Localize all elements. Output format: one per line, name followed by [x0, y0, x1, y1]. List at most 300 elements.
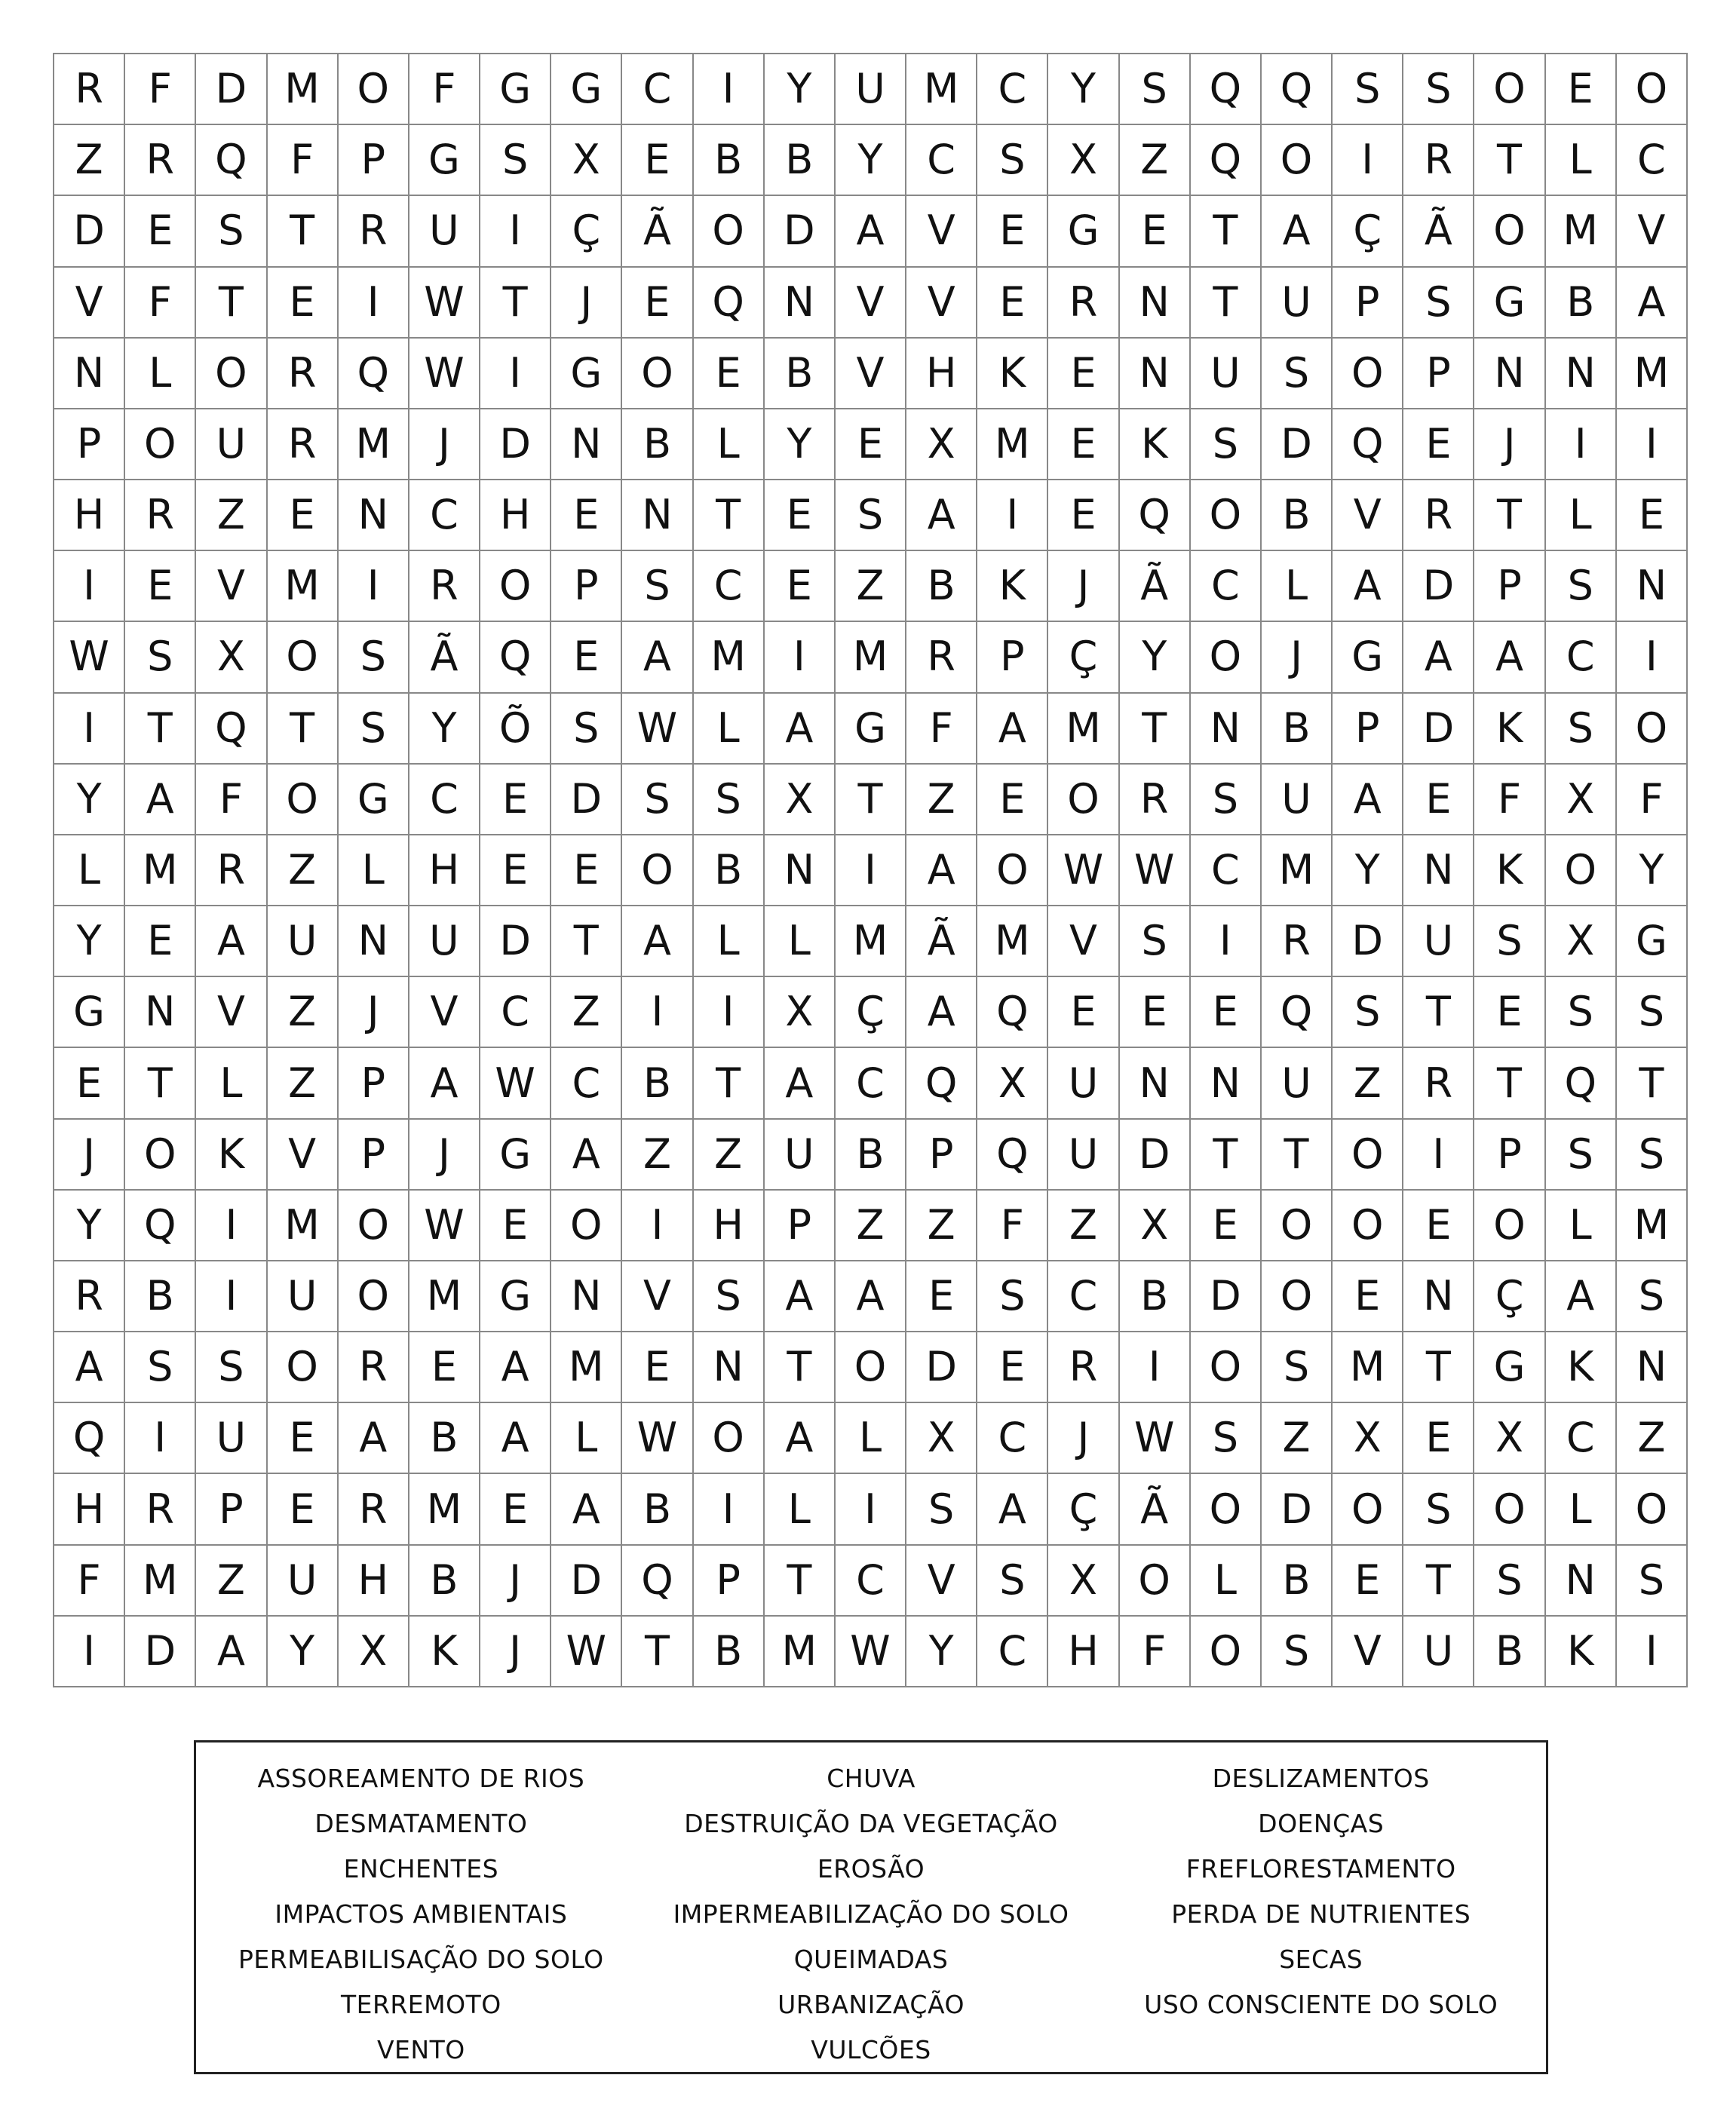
grid-cell[interactable]: I	[1333, 125, 1403, 196]
grid-cell[interactable]: Õ	[480, 694, 551, 765]
grid-cell[interactable]: O	[1333, 1474, 1403, 1545]
grid-cell[interactable]: A	[196, 1617, 267, 1687]
grid-cell[interactable]: A	[977, 694, 1048, 765]
grid-cell[interactable]: Y	[836, 125, 906, 196]
grid-cell[interactable]: X	[1120, 1191, 1191, 1261]
grid-cell[interactable]: A	[125, 765, 196, 835]
grid-cell[interactable]: S	[1617, 977, 1688, 1048]
grid-cell[interactable]: M	[1546, 196, 1617, 267]
grid-cell[interactable]: O	[1191, 622, 1262, 693]
grid-cell[interactable]: A	[409, 1048, 480, 1119]
grid-cell[interactable]: Ã	[1120, 551, 1191, 622]
grid-cell[interactable]: I	[836, 1474, 906, 1545]
grid-cell[interactable]: C	[409, 765, 480, 835]
grid-cell[interactable]: Q	[480, 622, 551, 693]
grid-cell[interactable]: O	[480, 551, 551, 622]
grid-cell[interactable]: M	[409, 1474, 480, 1545]
grid-cell[interactable]: N	[694, 1332, 765, 1403]
grid-cell[interactable]: Y	[268, 1617, 339, 1687]
grid-cell[interactable]: O	[977, 835, 1048, 906]
grid-cell[interactable]: R	[1048, 268, 1119, 339]
grid-cell[interactable]: X	[765, 765, 836, 835]
grid-cell[interactable]: E	[480, 765, 551, 835]
grid-cell[interactable]: C	[1048, 1261, 1119, 1332]
grid-cell[interactable]: Q	[1191, 54, 1262, 125]
grid-cell[interactable]: D	[54, 196, 125, 267]
grid-cell[interactable]: H	[54, 480, 125, 551]
grid-cell[interactable]: P	[765, 1191, 836, 1261]
grid-cell[interactable]: E	[268, 1474, 339, 1545]
grid-cell[interactable]: Y	[54, 1191, 125, 1261]
grid-cell[interactable]: F	[54, 1546, 125, 1617]
grid-cell[interactable]: V	[196, 551, 267, 622]
grid-cell[interactable]: E	[622, 1332, 693, 1403]
grid-cell[interactable]: H	[339, 1546, 409, 1617]
grid-cell[interactable]: O	[268, 1332, 339, 1403]
grid-cell[interactable]: Y	[906, 1617, 977, 1687]
grid-cell[interactable]: N	[765, 835, 836, 906]
grid-cell[interactable]: U	[836, 54, 906, 125]
grid-cell[interactable]: A	[1333, 765, 1403, 835]
grid-cell[interactable]: Z	[836, 1191, 906, 1261]
grid-cell[interactable]: E	[977, 765, 1048, 835]
grid-cell[interactable]: E	[551, 480, 622, 551]
grid-cell[interactable]: I	[1120, 1332, 1191, 1403]
grid-cell[interactable]: V	[906, 1546, 977, 1617]
grid-cell[interactable]: G	[1333, 622, 1403, 693]
grid-cell[interactable]: O	[125, 1120, 196, 1191]
grid-cell[interactable]: R	[339, 1474, 409, 1545]
grid-cell[interactable]: I	[54, 694, 125, 765]
grid-cell[interactable]: L	[1262, 551, 1333, 622]
grid-cell[interactable]: R	[1403, 125, 1474, 196]
grid-cell[interactable]: T	[694, 1048, 765, 1119]
grid-cell[interactable]: V	[268, 1120, 339, 1191]
grid-cell[interactable]: M	[268, 1191, 339, 1261]
grid-cell[interactable]: W	[1048, 835, 1119, 906]
grid-cell[interactable]: H	[409, 835, 480, 906]
grid-cell[interactable]: I	[1617, 1617, 1688, 1687]
grid-cell[interactable]: E	[694, 339, 765, 409]
grid-cell[interactable]: S	[1617, 1261, 1688, 1332]
grid-cell[interactable]: A	[1474, 622, 1545, 693]
grid-cell[interactable]: V	[836, 339, 906, 409]
grid-cell[interactable]: N	[1120, 1048, 1191, 1119]
grid-cell[interactable]: E	[977, 196, 1048, 267]
grid-cell[interactable]: T	[765, 1332, 836, 1403]
grid-cell[interactable]: J	[1048, 551, 1119, 622]
grid-cell[interactable]: U	[1048, 1120, 1119, 1191]
grid-cell[interactable]: A	[765, 694, 836, 765]
grid-cell[interactable]: Y	[54, 906, 125, 977]
grid-cell[interactable]: A	[622, 622, 693, 693]
grid-cell[interactable]: T	[196, 268, 267, 339]
grid-cell[interactable]: O	[1120, 1546, 1191, 1617]
grid-cell[interactable]: U	[196, 1403, 267, 1474]
grid-cell[interactable]: P	[54, 409, 125, 480]
grid-cell[interactable]: T	[1191, 1120, 1262, 1191]
grid-cell[interactable]: T	[622, 1617, 693, 1687]
grid-cell[interactable]: O	[339, 54, 409, 125]
grid-cell[interactable]: I	[1617, 622, 1688, 693]
grid-cell[interactable]: E	[1191, 977, 1262, 1048]
grid-cell[interactable]: I	[1191, 906, 1262, 977]
grid-cell[interactable]: L	[694, 694, 765, 765]
grid-cell[interactable]: Ã	[409, 622, 480, 693]
grid-cell[interactable]: T	[1191, 196, 1262, 267]
grid-cell[interactable]: L	[1546, 1191, 1617, 1261]
grid-cell[interactable]: P	[694, 1546, 765, 1617]
grid-cell[interactable]: N	[125, 977, 196, 1048]
grid-cell[interactable]: G	[1474, 268, 1545, 339]
grid-cell[interactable]: S	[1403, 54, 1474, 125]
grid-cell[interactable]: O	[1474, 1474, 1545, 1545]
grid-cell[interactable]: E	[836, 409, 906, 480]
grid-cell[interactable]: N	[1120, 339, 1191, 409]
grid-cell[interactable]: N	[551, 1261, 622, 1332]
grid-cell[interactable]: O	[1333, 1120, 1403, 1191]
grid-cell[interactable]: E	[1333, 1546, 1403, 1617]
grid-cell[interactable]: Q	[125, 1191, 196, 1261]
grid-cell[interactable]: G	[836, 694, 906, 765]
grid-cell[interactable]: W	[622, 694, 693, 765]
grid-cell[interactable]: I	[196, 1191, 267, 1261]
grid-cell[interactable]: T	[268, 196, 339, 267]
grid-cell[interactable]: A	[339, 1403, 409, 1474]
grid-cell[interactable]: T	[1403, 1546, 1474, 1617]
grid-cell[interactable]: E	[1048, 339, 1119, 409]
grid-cell[interactable]: Z	[836, 551, 906, 622]
grid-cell[interactable]: R	[1262, 906, 1333, 977]
grid-cell[interactable]: X	[977, 1048, 1048, 1119]
grid-cell[interactable]: U	[196, 409, 267, 480]
grid-cell[interactable]: Z	[196, 1546, 267, 1617]
grid-cell[interactable]: N	[1617, 1332, 1688, 1403]
grid-cell[interactable]: Y	[54, 765, 125, 835]
grid-cell[interactable]: Y	[1048, 54, 1119, 125]
grid-cell[interactable]: X	[765, 977, 836, 1048]
grid-cell[interactable]: N	[1191, 1048, 1262, 1119]
grid-cell[interactable]: B	[836, 1120, 906, 1191]
grid-cell[interactable]: P	[1333, 268, 1403, 339]
grid-cell[interactable]: X	[906, 409, 977, 480]
grid-cell[interactable]: G	[1048, 196, 1119, 267]
grid-cell[interactable]: O	[1048, 765, 1119, 835]
grid-cell[interactable]: N	[1191, 694, 1262, 765]
grid-cell[interactable]: D	[1333, 906, 1403, 977]
grid-cell[interactable]: M	[409, 1261, 480, 1332]
grid-cell[interactable]: L	[1546, 125, 1617, 196]
grid-cell[interactable]: S	[1546, 551, 1617, 622]
grid-cell[interactable]: J	[1474, 409, 1545, 480]
grid-cell[interactable]: I	[1403, 1120, 1474, 1191]
grid-cell[interactable]: I	[480, 339, 551, 409]
grid-cell[interactable]: Z	[268, 977, 339, 1048]
grid-cell[interactable]: D	[1403, 694, 1474, 765]
grid-cell[interactable]: K	[409, 1617, 480, 1687]
grid-cell[interactable]: S	[339, 622, 409, 693]
grid-cell[interactable]: S	[1120, 54, 1191, 125]
grid-cell[interactable]: O	[1474, 196, 1545, 267]
grid-cell[interactable]: K	[1546, 1617, 1617, 1687]
grid-cell[interactable]: D	[765, 196, 836, 267]
grid-cell[interactable]: A	[551, 1120, 622, 1191]
grid-cell[interactable]: R	[125, 125, 196, 196]
grid-cell[interactable]: D	[551, 1546, 622, 1617]
grid-cell[interactable]: A	[836, 196, 906, 267]
grid-cell[interactable]: I	[622, 977, 693, 1048]
grid-cell[interactable]: J	[339, 977, 409, 1048]
grid-cell[interactable]: E	[1120, 196, 1191, 267]
grid-cell[interactable]: O	[339, 1261, 409, 1332]
grid-cell[interactable]: O	[622, 835, 693, 906]
grid-cell[interactable]: E	[1403, 765, 1474, 835]
grid-cell[interactable]: V	[409, 977, 480, 1048]
grid-cell[interactable]: M	[268, 551, 339, 622]
grid-cell[interactable]: C	[836, 1048, 906, 1119]
grid-cell[interactable]: S	[196, 196, 267, 267]
grid-cell[interactable]: F	[1120, 1617, 1191, 1687]
grid-cell[interactable]: U	[268, 906, 339, 977]
grid-cell[interactable]: X	[1546, 906, 1617, 977]
grid-cell[interactable]: E	[1403, 1191, 1474, 1261]
grid-cell[interactable]: O	[339, 1191, 409, 1261]
grid-cell[interactable]: I	[622, 1191, 693, 1261]
grid-cell[interactable]: X	[1546, 765, 1617, 835]
grid-cell[interactable]: S	[1403, 268, 1474, 339]
grid-cell[interactable]: R	[1403, 1048, 1474, 1119]
grid-cell[interactable]: O	[1474, 1191, 1545, 1261]
grid-cell[interactable]: T	[694, 480, 765, 551]
grid-cell[interactable]: K	[977, 339, 1048, 409]
grid-cell[interactable]: U	[409, 906, 480, 977]
grid-cell[interactable]: T	[1191, 268, 1262, 339]
grid-cell[interactable]: P	[339, 125, 409, 196]
grid-cell[interactable]: I	[694, 1474, 765, 1545]
grid-cell[interactable]: A	[54, 1332, 125, 1403]
grid-cell[interactable]: A	[977, 1474, 1048, 1545]
grid-cell[interactable]: Z	[551, 977, 622, 1048]
grid-cell[interactable]: B	[1262, 1546, 1333, 1617]
grid-cell[interactable]: O	[1617, 694, 1688, 765]
grid-cell[interactable]: N	[1403, 1261, 1474, 1332]
grid-cell[interactable]: M	[1617, 339, 1688, 409]
grid-cell[interactable]: X	[1474, 1403, 1545, 1474]
grid-cell[interactable]: O	[622, 339, 693, 409]
grid-cell[interactable]: T	[1403, 977, 1474, 1048]
grid-cell[interactable]: C	[836, 1546, 906, 1617]
grid-cell[interactable]: G	[551, 54, 622, 125]
grid-cell[interactable]: M	[125, 835, 196, 906]
grid-cell[interactable]: O	[1617, 54, 1688, 125]
grid-cell[interactable]: W	[409, 268, 480, 339]
grid-cell[interactable]: Z	[906, 765, 977, 835]
grid-cell[interactable]: E	[1546, 54, 1617, 125]
grid-cell[interactable]: J	[1262, 622, 1333, 693]
grid-cell[interactable]: B	[765, 339, 836, 409]
grid-cell[interactable]: M	[1262, 835, 1333, 906]
grid-cell[interactable]: M	[977, 409, 1048, 480]
grid-cell[interactable]: D	[125, 1617, 196, 1687]
grid-cell[interactable]: E	[1403, 409, 1474, 480]
grid-cell[interactable]: O	[1546, 835, 1617, 906]
grid-cell[interactable]: J	[54, 1120, 125, 1191]
grid-cell[interactable]: T	[125, 1048, 196, 1119]
grid-cell[interactable]: Q	[1546, 1048, 1617, 1119]
grid-cell[interactable]: Q	[1262, 54, 1333, 125]
grid-cell[interactable]: M	[551, 1332, 622, 1403]
grid-cell[interactable]: I	[480, 196, 551, 267]
grid-cell[interactable]: K	[1546, 1332, 1617, 1403]
grid-cell[interactable]: S	[1120, 906, 1191, 977]
grid-cell[interactable]: O	[1191, 480, 1262, 551]
grid-cell[interactable]: J	[409, 409, 480, 480]
grid-cell[interactable]: V	[906, 196, 977, 267]
grid-cell[interactable]: E	[409, 1332, 480, 1403]
grid-cell[interactable]: N	[1120, 268, 1191, 339]
grid-cell[interactable]: Ã	[1403, 196, 1474, 267]
grid-cell[interactable]: A	[1403, 622, 1474, 693]
grid-cell[interactable]: E	[125, 906, 196, 977]
grid-cell[interactable]: K	[1474, 694, 1545, 765]
grid-cell[interactable]: E	[1403, 1403, 1474, 1474]
grid-cell[interactable]: T	[551, 906, 622, 977]
grid-cell[interactable]: Y	[409, 694, 480, 765]
grid-cell[interactable]: S	[1191, 409, 1262, 480]
grid-cell[interactable]: B	[409, 1546, 480, 1617]
grid-cell[interactable]: O	[1474, 54, 1545, 125]
grid-cell[interactable]: M	[1333, 1332, 1403, 1403]
grid-cell[interactable]: A	[836, 1261, 906, 1332]
grid-cell[interactable]: L	[694, 409, 765, 480]
grid-cell[interactable]: A	[196, 906, 267, 977]
grid-cell[interactable]: Z	[622, 1120, 693, 1191]
grid-cell[interactable]: F	[977, 1191, 1048, 1261]
grid-cell[interactable]: E	[480, 835, 551, 906]
grid-cell[interactable]: Z	[694, 1120, 765, 1191]
grid-cell[interactable]: W	[409, 339, 480, 409]
grid-cell[interactable]: E	[480, 1191, 551, 1261]
grid-cell[interactable]: S	[1546, 694, 1617, 765]
grid-cell[interactable]: S	[694, 765, 765, 835]
grid-cell[interactable]: W	[622, 1403, 693, 1474]
grid-cell[interactable]: Q	[339, 339, 409, 409]
grid-cell[interactable]: C	[977, 1617, 1048, 1687]
grid-cell[interactable]: E	[1048, 480, 1119, 551]
grid-cell[interactable]: R	[54, 54, 125, 125]
grid-cell[interactable]: H	[1048, 1617, 1119, 1687]
grid-cell[interactable]: Z	[1333, 1048, 1403, 1119]
grid-cell[interactable]: V	[1333, 1617, 1403, 1687]
grid-cell[interactable]: L	[765, 906, 836, 977]
grid-cell[interactable]: E	[125, 196, 196, 267]
grid-cell[interactable]: S	[622, 765, 693, 835]
grid-cell[interactable]: S	[1262, 1617, 1333, 1687]
grid-cell[interactable]: B	[622, 1048, 693, 1119]
grid-cell[interactable]: M	[906, 54, 977, 125]
grid-cell[interactable]: Q	[694, 268, 765, 339]
grid-cell[interactable]: D	[1191, 1261, 1262, 1332]
grid-cell[interactable]: T	[1474, 480, 1545, 551]
grid-cell[interactable]: A	[906, 977, 977, 1048]
grid-cell[interactable]: U	[1191, 339, 1262, 409]
grid-cell[interactable]: E	[551, 622, 622, 693]
grid-cell[interactable]: R	[54, 1261, 125, 1332]
grid-cell[interactable]: G	[480, 54, 551, 125]
grid-cell[interactable]: S	[1474, 906, 1545, 977]
grid-cell[interactable]: C	[1546, 622, 1617, 693]
grid-cell[interactable]: N	[1403, 835, 1474, 906]
grid-cell[interactable]: Q	[1333, 409, 1403, 480]
grid-cell[interactable]: W	[1120, 835, 1191, 906]
grid-cell[interactable]: S	[906, 1474, 977, 1545]
grid-cell[interactable]: R	[339, 1332, 409, 1403]
grid-cell[interactable]: R	[1120, 765, 1191, 835]
grid-cell[interactable]: X	[1333, 1403, 1403, 1474]
grid-cell[interactable]: A	[480, 1403, 551, 1474]
grid-cell[interactable]: Ç	[1048, 1474, 1119, 1545]
grid-cell[interactable]: B	[694, 125, 765, 196]
grid-cell[interactable]: J	[409, 1120, 480, 1191]
grid-cell[interactable]: B	[622, 409, 693, 480]
grid-cell[interactable]: T	[765, 1546, 836, 1617]
grid-cell[interactable]: V	[1048, 906, 1119, 977]
grid-cell[interactable]: S	[1546, 1120, 1617, 1191]
grid-cell[interactable]: B	[694, 1617, 765, 1687]
grid-cell[interactable]: E	[1048, 409, 1119, 480]
grid-cell[interactable]: I	[694, 977, 765, 1048]
grid-cell[interactable]: R	[906, 622, 977, 693]
grid-cell[interactable]: A	[1546, 1261, 1617, 1332]
grid-cell[interactable]: S	[125, 622, 196, 693]
grid-cell[interactable]: Q	[1262, 977, 1333, 1048]
grid-cell[interactable]: M	[836, 622, 906, 693]
grid-cell[interactable]: R	[409, 551, 480, 622]
grid-cell[interactable]: C	[1191, 551, 1262, 622]
grid-cell[interactable]: M	[1617, 1191, 1688, 1261]
grid-cell[interactable]: Z	[1048, 1191, 1119, 1261]
grid-cell[interactable]: O	[1333, 339, 1403, 409]
grid-cell[interactable]: Ã	[1120, 1474, 1191, 1545]
grid-cell[interactable]: Y	[765, 409, 836, 480]
grid-cell[interactable]: A	[765, 1403, 836, 1474]
grid-cell[interactable]: T	[1120, 694, 1191, 765]
grid-cell[interactable]: I	[1617, 409, 1688, 480]
grid-cell[interactable]: D	[1262, 409, 1333, 480]
grid-cell[interactable]: W	[409, 1191, 480, 1261]
grid-cell[interactable]: I	[339, 551, 409, 622]
grid-cell[interactable]: W	[54, 622, 125, 693]
grid-cell[interactable]: M	[694, 622, 765, 693]
grid-cell[interactable]: U	[765, 1120, 836, 1191]
grid-cell[interactable]: I	[196, 1261, 267, 1332]
grid-cell[interactable]: A	[551, 1474, 622, 1545]
grid-cell[interactable]: B	[906, 551, 977, 622]
grid-cell[interactable]: Q	[196, 694, 267, 765]
grid-cell[interactable]: X	[1048, 125, 1119, 196]
grid-cell[interactable]: L	[339, 835, 409, 906]
grid-cell[interactable]: E	[268, 268, 339, 339]
grid-cell[interactable]: W	[836, 1617, 906, 1687]
grid-cell[interactable]: H	[694, 1191, 765, 1261]
grid-cell[interactable]: X	[551, 125, 622, 196]
grid-cell[interactable]: Z	[1617, 1403, 1688, 1474]
grid-cell[interactable]: N	[339, 480, 409, 551]
grid-cell[interactable]: B	[1120, 1261, 1191, 1332]
grid-cell[interactable]: E	[551, 835, 622, 906]
grid-cell[interactable]: Ã	[906, 906, 977, 977]
grid-cell[interactable]: N	[622, 480, 693, 551]
